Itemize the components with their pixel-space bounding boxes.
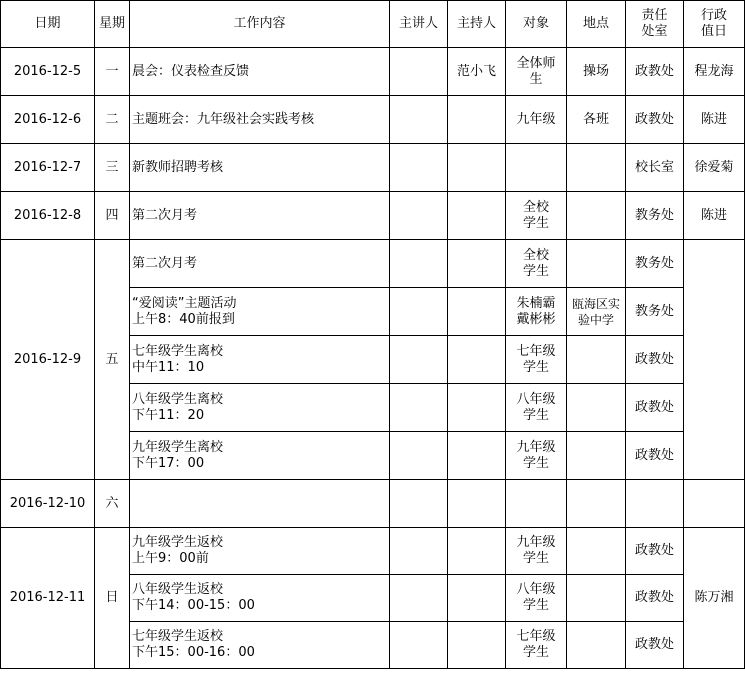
date-cell: 2016-12-6 [1,96,95,144]
location-cell: 瓯海区实 验中学 [567,288,626,336]
weekday-cell: 四 [95,192,130,240]
host-cell [448,575,506,622]
dept-cell: 教务处 [626,240,684,288]
location-cell [567,575,626,622]
audience-cell: 八年级 学生 [506,575,567,622]
content-cell: 九年级学生离校 下午17：00 [130,432,390,480]
date-cell: 2016-12-8 [1,192,95,240]
table-row [1,528,745,575]
dept-cell: 政教处 [626,432,684,480]
audience-cell: 九年级 学生 [506,528,567,575]
speaker-cell [390,48,448,96]
host-cell [448,144,506,192]
duty-cell: 陈万湘 [684,528,745,669]
dept-cell: 政教处 [626,622,684,669]
weekday-cell: 一 [95,48,130,96]
content-cell: 七年级学生返校 下午15：00-16：00 [130,622,390,669]
date-cell: 2016-12-7 [1,144,95,192]
dept-cell: 政教处 [626,528,684,575]
location-cell [567,622,626,669]
content-cell: 八年级学生离校 下午11：20 [130,384,390,432]
weekday-cell: 日 [95,528,130,669]
date-cell: 2016-12-10 [1,480,95,528]
speaker-cell [390,96,448,144]
dept-cell: 教务处 [626,192,684,240]
speaker-cell [390,528,448,575]
audience-cell: 七年级 学生 [506,622,567,669]
header-date: 日期 [1,1,95,48]
host-cell [448,432,506,480]
header-row [1,1,745,48]
dept-cell: 校长室 [626,144,684,192]
dept-cell: 政教处 [626,48,684,96]
header-host: 主持人 [448,1,506,48]
host-cell [448,240,506,288]
header-location: 地点 [567,1,626,48]
dept-cell: 政教处 [626,336,684,384]
location-cell [567,480,626,528]
speaker-cell [390,240,448,288]
host-cell [448,622,506,669]
audience-cell: 朱楠霸 戴彬彬 [506,288,567,336]
header-speaker: 主讲人 [390,1,448,48]
dept-cell: 政教处 [626,384,684,432]
date-cell: 2016-12-9 [1,240,95,480]
dept-cell [626,480,684,528]
table-row [1,480,745,528]
duty-cell: 徐爱菊 [684,144,745,192]
duty-cell: 程龙海 [684,48,745,96]
dept-cell: 教务处 [626,288,684,336]
audience-cell: 全校 学生 [506,192,567,240]
date-cell: 2016-12-5 [1,48,95,96]
table-row [1,48,745,96]
host-cell [448,96,506,144]
host-cell: 范小飞 [448,48,506,96]
header-duty: 行政 值日 [684,1,745,48]
content-cell: 第二次月考 [130,192,390,240]
audience-cell [506,480,567,528]
header-audience: 对象 [506,1,567,48]
location-cell [567,528,626,575]
host-cell [448,336,506,384]
speaker-cell [390,384,448,432]
audience-cell: 七年级 学生 [506,336,567,384]
location-cell [567,240,626,288]
speaker-cell [390,336,448,384]
speaker-cell [390,480,448,528]
audience-cell: 九年级 学生 [506,432,567,480]
header-content: 工作内容 [130,1,390,48]
table-row [1,192,745,240]
date-cell: 2016-12-11 [1,528,95,669]
location-cell [567,432,626,480]
audience-cell: 九年级 [506,96,567,144]
content-cell: “爱阅读”主题活动 上午8：40前报到 [130,288,390,336]
content-cell: 第二次月考 [130,240,390,288]
content-cell: 晨会：仪表检查反馈 [130,48,390,96]
table-row [1,96,745,144]
table-row [1,144,745,192]
location-cell [567,336,626,384]
location-cell: 操场 [567,48,626,96]
duty-cell: 陈进 [684,192,745,240]
duty-cell [684,240,745,480]
header-dept: 责任 处室 [626,1,684,48]
weekday-cell: 二 [95,96,130,144]
location-cell [567,144,626,192]
dept-cell: 政教处 [626,96,684,144]
audience-cell: 全体师 生 [506,48,567,96]
content-cell: 主题班会：九年级社会实践考核 [130,96,390,144]
speaker-cell [390,575,448,622]
audience-cell [506,144,567,192]
dept-cell: 政教处 [626,575,684,622]
content-cell [130,480,390,528]
audience-cell: 全校 学生 [506,240,567,288]
location-cell [567,384,626,432]
weekday-cell: 五 [95,240,130,480]
content-cell: 九年级学生返校 上午9：00前 [130,528,390,575]
speaker-cell [390,288,448,336]
table-row [1,240,745,288]
location-cell: 各班 [567,96,626,144]
host-cell [448,288,506,336]
host-cell [448,384,506,432]
content-cell: 七年级学生离校 中午11：10 [130,336,390,384]
host-cell [448,528,506,575]
speaker-cell [390,192,448,240]
host-cell [448,480,506,528]
location-cell [567,192,626,240]
duty-cell [684,480,745,528]
host-cell [448,192,506,240]
speaker-cell [390,144,448,192]
speaker-cell [390,432,448,480]
weekday-cell: 三 [95,144,130,192]
weekday-cell: 六 [95,480,130,528]
content-cell: 新教师招聘考核 [130,144,390,192]
duty-cell: 陈进 [684,96,745,144]
speaker-cell [390,622,448,669]
audience-cell: 八年级 学生 [506,384,567,432]
content-cell: 八年级学生返校 下午14：00-15：00 [130,575,390,622]
header-weekday: 星期 [95,1,130,48]
